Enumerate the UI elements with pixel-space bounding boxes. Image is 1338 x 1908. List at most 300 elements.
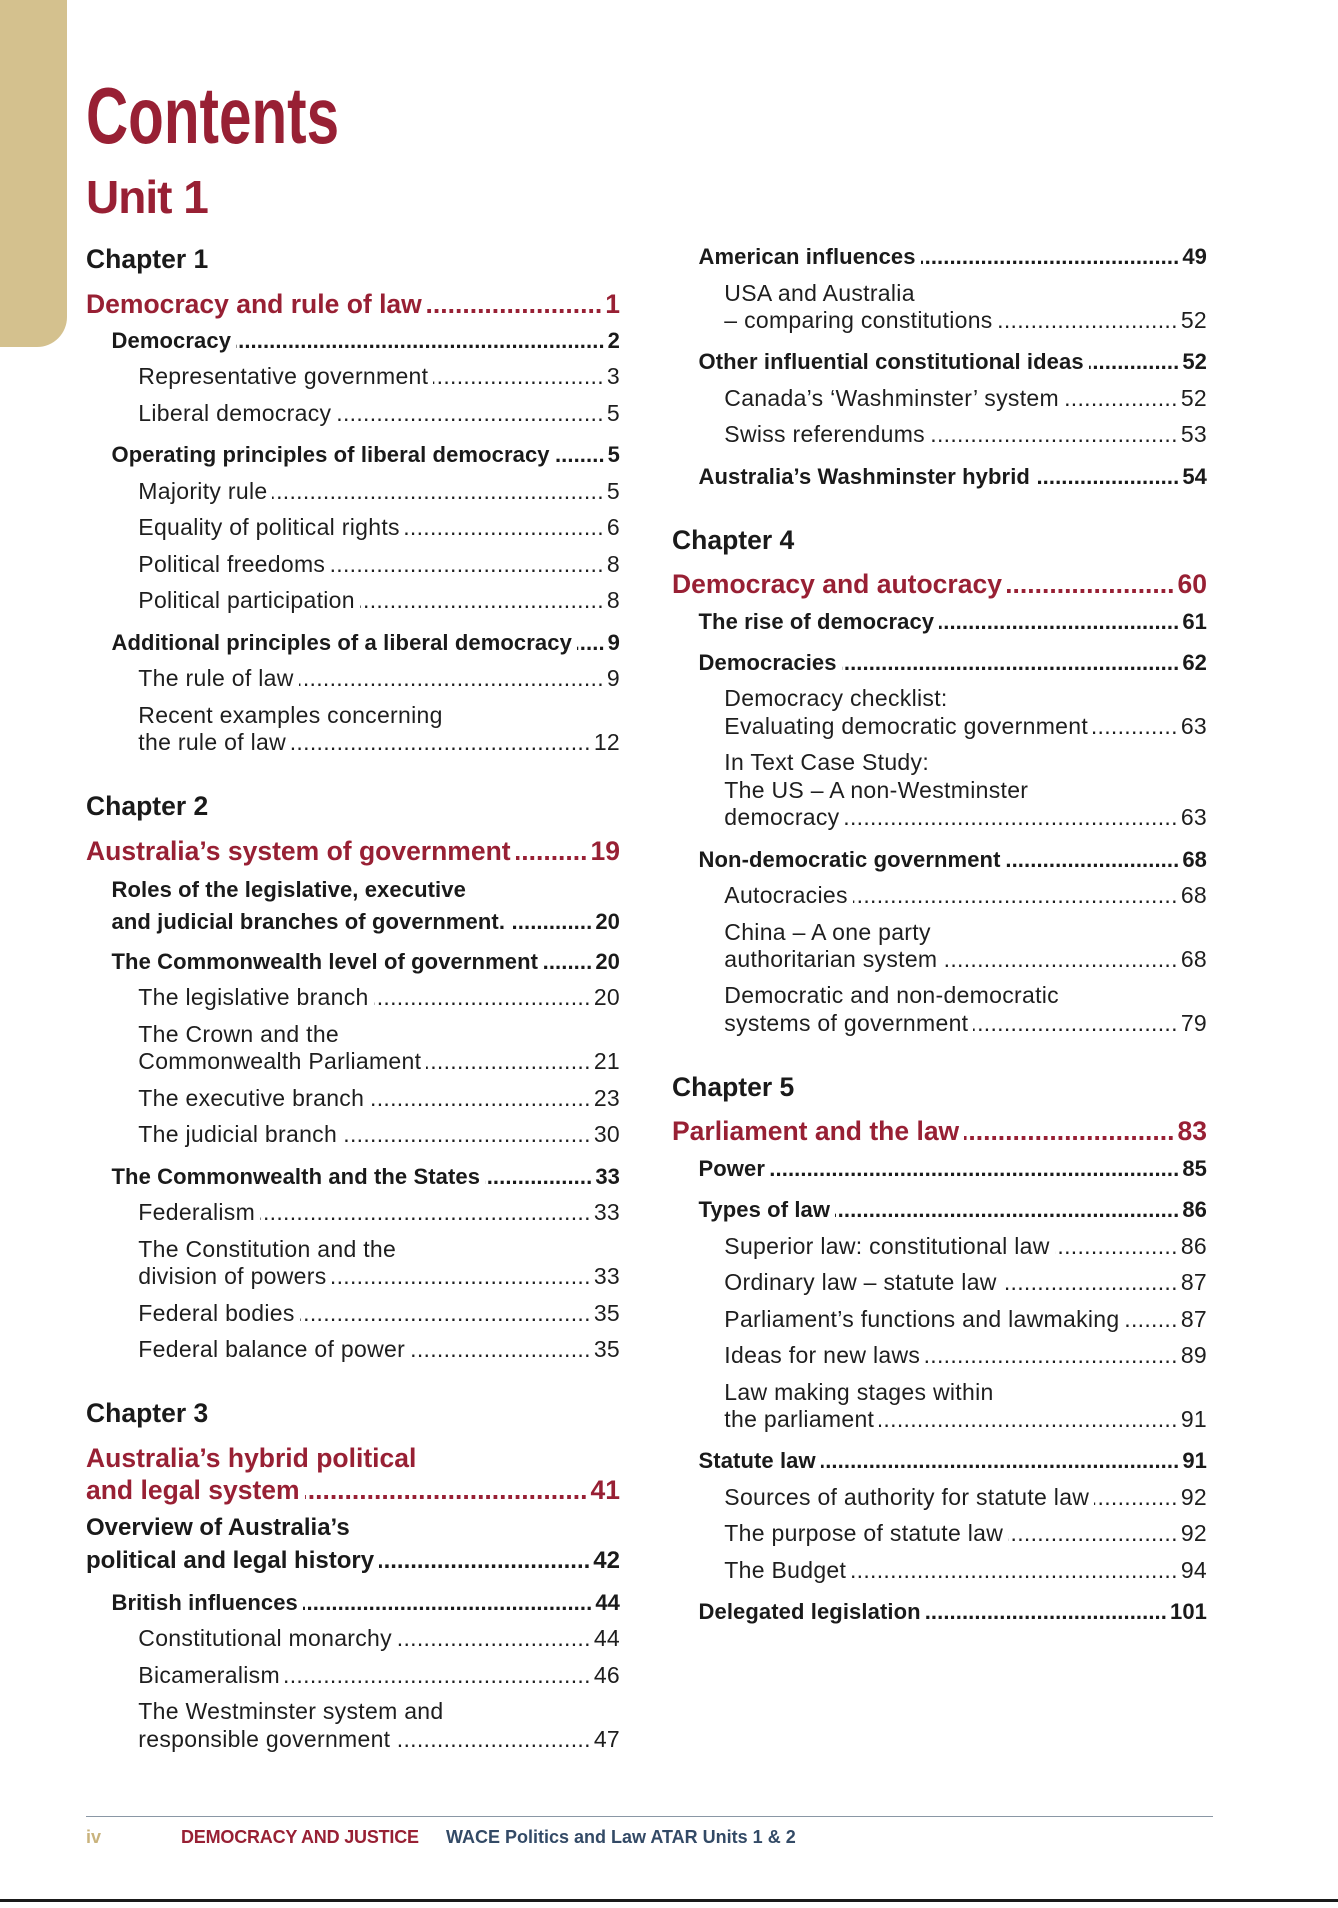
toc-entry-row <box>724 946 1207 973</box>
toc-entry-row <box>138 587 620 614</box>
toc-entry-row <box>724 882 1207 909</box>
toc-subsection-entry <box>86 1199 620 1226</box>
toc-entry-row <box>724 804 1207 831</box>
toc-entry-text: The rise of democracy <box>698 608 935 634</box>
toc-entry-row <box>138 665 620 692</box>
toc-entry-row <box>699 649 1208 676</box>
leader-dots <box>510 906 592 938</box>
toc-chapter-title <box>672 568 1207 601</box>
leader-dots <box>1002 1269 1178 1296</box>
toc-page-number: 91 <box>1182 1448 1207 1474</box>
toc-page-number: 33 <box>593 1263 620 1289</box>
toc-section-entry <box>86 441 620 468</box>
toc-subsection-entry <box>86 551 620 578</box>
toc-entry-text: and judicial branches of government. <box>111 908 506 934</box>
toc-entry-text: The judicial branch <box>138 1121 338 1148</box>
leader-dots <box>1007 568 1175 601</box>
toc-section-entry <box>86 874 620 938</box>
toc-subsection-entry <box>86 1300 620 1327</box>
toc-entry-text: Democracy and rule of law <box>86 288 422 319</box>
toc-entry-row <box>724 1269 1207 1296</box>
toc-page-number: 68 <box>1180 882 1207 909</box>
leader-dots <box>926 1598 1167 1625</box>
toc-entry-row <box>699 463 1208 490</box>
toc-page-number: 87 <box>1180 1305 1207 1332</box>
leader-dots <box>427 288 602 321</box>
leader-dots <box>1055 1233 1178 1260</box>
toc-subsection-entry <box>672 385 1207 412</box>
toc-page-number: 41 <box>590 1475 620 1506</box>
leader-dots <box>1094 1484 1178 1511</box>
leader-dots <box>374 984 591 1011</box>
leader-dots <box>342 1121 591 1148</box>
toc-entry-text: Sources of authority for statute law <box>724 1483 1090 1510</box>
toc-entry-text: responsible government <box>138 1725 391 1752</box>
toc-entry-text: Majority rule <box>138 477 268 504</box>
footer-book-title: DEMOCRACY AND JUSTICE <box>181 1827 419 1847</box>
leader-dots <box>410 1336 591 1363</box>
toc-entry-text: The Budget <box>724 1556 847 1583</box>
toc-entry-row <box>724 1484 1207 1511</box>
toc-entry-text: political and legal history <box>86 1546 375 1574</box>
toc-page-number: 68 <box>1182 846 1207 872</box>
toc-entry-row <box>724 1306 1207 1333</box>
toc-page-number: 63 <box>1180 712 1207 739</box>
toc-entry-row <box>138 551 620 578</box>
toc-entry-row <box>699 1598 1208 1625</box>
toc-subsection-entry <box>86 587 620 614</box>
leader-dots <box>485 1163 592 1190</box>
toc-entry-text: Bicameralism <box>138 1661 280 1688</box>
toc-section-entry <box>672 1447 1207 1474</box>
toc-entry-row <box>724 307 1207 334</box>
toc-subsection-entry <box>86 1121 620 1148</box>
toc-page-number: 2 <box>607 327 620 353</box>
leader-dots <box>1006 846 1180 873</box>
toc-subsection-entry <box>86 363 620 390</box>
toc-section-entry <box>672 649 1207 676</box>
toc-page-number: 1 <box>605 288 620 319</box>
toc-subsection-entry <box>672 280 1207 335</box>
toc-entry-text: and legal system <box>86 1475 300 1506</box>
toc-entry-text: Recent examples concerning <box>138 701 443 728</box>
toc-page-number: 92 <box>1180 1483 1207 1510</box>
toc-entry-text: Liberal democracy <box>138 399 332 426</box>
footer-rule <box>86 1816 1213 1817</box>
toc-entry-text: authoritarian system <box>724 945 938 972</box>
toc-entry-text: Autocracies <box>724 882 848 909</box>
toc-entry-row <box>86 288 620 321</box>
toc-section-entry <box>672 846 1207 873</box>
toc-subsection-entry <box>672 421 1207 448</box>
leader-dots <box>299 665 604 692</box>
toc-entry-row <box>699 1196 1208 1223</box>
toc-entry-row <box>138 1121 620 1148</box>
toc-page-number: 92 <box>1180 1520 1207 1547</box>
toc-entry-row <box>699 1155 1208 1182</box>
toc-entry-row <box>724 713 1207 740</box>
toc-page-number: 9 <box>607 629 620 655</box>
toc-subsection-entry <box>86 1236 620 1291</box>
toc-subsection-entry <box>86 514 620 541</box>
toc-page-number: 5 <box>606 477 620 504</box>
toc-page-number: 83 <box>1177 1116 1207 1147</box>
toc-entry-text: Canada’s ‘Washminster’ system <box>724 384 1059 411</box>
toc-entry-text: Delegated legislation <box>698 1599 921 1625</box>
toc-page-number: 35 <box>593 1336 620 1362</box>
toc-entry-row <box>672 568 1207 601</box>
toc-entry-row <box>138 1300 620 1327</box>
toc-chapter-label: Chapter 4 <box>672 524 795 555</box>
toc-entry-text: China – A one party <box>724 918 931 945</box>
toc-subsection-entry <box>672 882 1207 909</box>
toc-entry-row <box>138 1726 620 1753</box>
toc-entry-text: Overview of Australia’s <box>86 1514 350 1542</box>
toc-entry-row <box>112 441 621 468</box>
toc-entry-text: The executive branch <box>138 1084 365 1111</box>
leader-dots <box>291 729 591 756</box>
toc-entry-text: Political freedoms <box>138 550 326 577</box>
toc-page-number: 20 <box>595 908 620 934</box>
leader-dots <box>369 1085 591 1112</box>
toc-entry-row <box>138 1085 620 1112</box>
toc-entry-text: democracy <box>724 804 840 831</box>
toc-entry-row <box>112 906 621 938</box>
toc-page-number: 8 <box>606 550 620 577</box>
bottom-edge-line <box>0 1899 1338 1902</box>
leader-dots <box>853 882 1178 909</box>
toc-page-number: 52 <box>1182 349 1207 375</box>
toc-entry-row <box>699 1447 1208 1474</box>
toc-chapter-label: Chapter 2 <box>86 791 209 821</box>
leader-dots <box>821 1447 1180 1474</box>
footer-series-title: WACE Politics and Law ATAR Units 1 & 2 <box>446 1827 796 1847</box>
toc-entry-text: Roles of the legislative, executive <box>111 876 466 902</box>
toc-page-number: 94 <box>1180 1556 1207 1583</box>
toc-entry-row <box>112 629 621 656</box>
toc-entry-row <box>86 1545 620 1578</box>
leader-dots <box>942 946 1177 973</box>
toc-page-number: 53 <box>1180 421 1207 448</box>
toc-section-entry <box>86 629 620 656</box>
toc-entry-text: The Constitution and the <box>138 1235 397 1262</box>
toc-page-number: 86 <box>1180 1232 1207 1259</box>
leader-dots <box>516 835 588 868</box>
leader-dots <box>1089 348 1180 375</box>
toc-entry-text: Power <box>698 1155 766 1181</box>
toc-entry-text: Parliament’s functions and lawmaking <box>724 1305 1120 1332</box>
toc-section-entry <box>86 1589 620 1616</box>
toc-page-number: 20 <box>593 984 620 1011</box>
toc-page-number: 33 <box>593 1199 620 1226</box>
toc-subsection-entry <box>672 1306 1207 1333</box>
toc-chapter-title <box>672 1115 1207 1148</box>
toc-entry-row <box>724 421 1207 448</box>
leader-dots <box>1008 1520 1178 1547</box>
toc-entry-row <box>138 1199 620 1226</box>
toc-entry-text: Democracy checklist: <box>724 685 948 712</box>
toc-entry-row <box>724 1010 1207 1037</box>
toc-entry-text: the rule of law <box>138 729 286 755</box>
toc-page-number: 87 <box>1180 1269 1207 1296</box>
toc-overview-entry <box>86 1512 620 1578</box>
toc-entry-text: Australia’s system of government <box>86 835 511 866</box>
toc-entry-text: Federal bodies <box>138 1299 295 1326</box>
toc-subsection-entry <box>672 1520 1207 1547</box>
leader-dots <box>305 1474 588 1507</box>
toc-subsection-entry <box>672 919 1207 974</box>
toc-entry-row <box>138 1625 620 1652</box>
toc-page-number: 44 <box>595 1589 620 1615</box>
leader-dots <box>1064 385 1178 412</box>
toc-page-number: 68 <box>1180 945 1207 972</box>
toc-entry-text: Ideas for new laws <box>724 1342 921 1369</box>
toc-page-number: 62 <box>1182 649 1207 675</box>
toc-entry-text: Democracy and autocracy <box>672 569 1002 600</box>
toc-subsection-entry <box>86 665 620 692</box>
toc-entry-text: Other influential constitutional ideas <box>698 349 1084 375</box>
toc-chapter-title <box>86 835 620 868</box>
toc-page-number: 54 <box>1182 463 1207 489</box>
toc-page-number: 79 <box>1180 1009 1207 1036</box>
toc-subsection-entry <box>672 982 1207 1037</box>
toc-entry-text: British influences <box>111 1589 298 1615</box>
toc-entry-row <box>112 1589 621 1616</box>
leader-dots <box>964 1115 1174 1148</box>
toc-page-number: 33 <box>595 1163 620 1189</box>
toc-page-number: 21 <box>593 1048 620 1075</box>
toc-entry-text: Australia’s Washminster hybrid <box>698 463 1030 489</box>
footer-page-number: iv <box>86 1827 102 1847</box>
toc-page-number: 30 <box>593 1121 620 1148</box>
toc-entry-row <box>112 948 621 975</box>
toc-subsection-entry <box>672 685 1207 740</box>
toc-entry-row <box>699 348 1208 375</box>
toc-entry-text: division of powers <box>138 1263 327 1289</box>
leader-dots <box>1093 713 1178 740</box>
toc-subsection-entry <box>672 1342 1207 1369</box>
toc-entry-text: Democracies <box>698 649 837 675</box>
leader-dots <box>844 804 1177 831</box>
toc-entry-text: Non-democratic government <box>698 846 1001 872</box>
toc-entry-text: The legislative branch <box>138 984 369 1011</box>
toc-entry-text: Political participation <box>138 587 355 614</box>
leader-dots <box>851 1557 1178 1584</box>
leader-dots <box>1124 1306 1177 1333</box>
toc-entry-text: Democracy <box>111 327 232 353</box>
toc-entry-text: The rule of law <box>138 665 294 692</box>
leader-dots <box>1035 463 1179 490</box>
toc-entry-text: systems of government <box>724 1009 969 1036</box>
toc-section-entry <box>672 1155 1207 1182</box>
toc-entry-row <box>138 514 620 541</box>
toc-entry-text: Federalism <box>138 1199 256 1226</box>
toc-subsection-entry <box>86 984 620 1011</box>
toc-section-entry <box>672 1598 1207 1625</box>
toc-subsection-entry <box>672 1484 1207 1511</box>
toc-subsection-entry <box>86 1085 620 1112</box>
leader-dots <box>303 1589 592 1616</box>
leader-dots <box>555 441 605 468</box>
toc-entry-row <box>724 1557 1207 1584</box>
toc-page-number: 52 <box>1180 306 1207 333</box>
toc-page-number: 101 <box>1169 1599 1207 1625</box>
toc-page-number: 89 <box>1180 1342 1207 1369</box>
leader-dots <box>835 1196 1179 1223</box>
toc-section-entry <box>672 243 1207 270</box>
toc-entry-row <box>138 1662 620 1689</box>
toc-entry-text: Federal balance of power <box>138 1336 406 1362</box>
toc-subsection-entry <box>86 1625 620 1652</box>
toc-page-number: 42 <box>593 1546 620 1574</box>
toc-chapter-label: Chapter 1 <box>86 244 209 274</box>
toc-entry-text: Evaluating democratic government <box>724 712 1089 739</box>
toc-entry-row <box>112 1163 621 1190</box>
toc-entry-text: Constitutional monarchy <box>138 1625 392 1652</box>
leader-dots <box>330 551 604 578</box>
toc-entry-text: The Westminster system and <box>138 1698 444 1725</box>
side-tab <box>0 0 67 347</box>
toc-page-number: 8 <box>606 587 620 614</box>
leader-dots <box>879 1406 1178 1433</box>
toc-entry-text: Types of law <box>698 1197 831 1223</box>
toc-entry-row <box>138 1263 620 1290</box>
toc-section-entry <box>672 348 1207 375</box>
toc-page-number: 52 <box>1180 384 1207 411</box>
toc-page-number: 5 <box>607 442 620 468</box>
toc-entry-text: – comparing constitutions <box>724 306 993 333</box>
leader-dots <box>236 327 605 354</box>
leader-dots <box>930 421 1178 448</box>
toc-entry-row <box>112 327 621 354</box>
toc-entry-text: Representative government <box>138 363 429 390</box>
toc-entry-row <box>724 1406 1207 1433</box>
leader-dots <box>426 1048 591 1075</box>
toc-entry-row <box>724 385 1207 412</box>
toc-chapter-label: Chapter 3 <box>86 1398 209 1428</box>
toc-entry-text: The Commonwealth level of government <box>111 948 539 974</box>
toc-entry-text: the parliament <box>724 1405 875 1432</box>
leader-dots <box>336 400 604 427</box>
toc-entry-row <box>86 1474 620 1507</box>
unit-heading: Unit 1 <box>86 171 208 223</box>
toc-section-entry <box>86 1163 620 1190</box>
leader-dots <box>543 948 592 975</box>
toc-entry-text: The US – A non-Westminster <box>724 776 1029 803</box>
toc-entry-row <box>138 729 620 756</box>
toc-subsection-entry <box>86 478 620 505</box>
toc-page-number: 19 <box>590 835 620 866</box>
toc-section-entry <box>86 327 620 354</box>
toc-page-number: 86 <box>1182 1197 1207 1223</box>
leader-dots <box>998 307 1178 334</box>
toc-entry-row <box>672 1115 1207 1148</box>
toc-page-number: 6 <box>606 514 620 541</box>
toc-subsection-entry <box>86 1336 620 1363</box>
toc-page-number: 91 <box>1180 1405 1207 1432</box>
toc-entry-text: Operating principles of liberal democracy <box>111 442 550 468</box>
toc-entry-row <box>724 1520 1207 1547</box>
leader-dots <box>939 608 1179 635</box>
toc-page-number: 60 <box>1177 569 1207 600</box>
toc-entry-row <box>138 984 620 1011</box>
toc-section-entry <box>86 948 620 975</box>
toc-subsection-entry <box>86 400 620 427</box>
toc-chapter-title <box>86 288 620 321</box>
toc-entry-text: American influences <box>698 244 916 269</box>
leader-dots <box>379 1545 590 1578</box>
toc-entry-row <box>699 243 1208 270</box>
toc-subsection-entry <box>672 1269 1207 1296</box>
toc-page-number: 61 <box>1182 608 1207 634</box>
toc-subsection-entry <box>672 1233 1207 1260</box>
toc-entry-row <box>699 608 1208 635</box>
toc-page-number: 47 <box>593 1725 620 1752</box>
toc-page-number: 35 <box>593 1299 620 1326</box>
toc-entry-row <box>724 1342 1207 1369</box>
toc-entry-text: Democratic and non-democratic <box>724 982 1059 1009</box>
leader-dots <box>921 243 1180 270</box>
toc-left-column <box>86 243 620 1753</box>
toc-page-number: 9 <box>606 665 620 692</box>
leader-dots <box>770 1155 1179 1182</box>
toc-entry-text: Parliament and the law <box>672 1116 960 1147</box>
toc-page-number: 85 <box>1182 1155 1207 1181</box>
toc-entry-text: Superior law: constitutional law <box>724 1232 1050 1259</box>
toc-entry-text: Australia’s hybrid political <box>86 1442 417 1473</box>
toc-entry-row <box>699 846 1208 873</box>
toc-entry-row <box>138 363 620 390</box>
toc-entry-row <box>138 400 620 427</box>
toc-subsection-entry <box>86 1662 620 1689</box>
toc-section-entry <box>672 1196 1207 1223</box>
toc-entry-text: USA and Australia <box>724 279 915 306</box>
leader-dots <box>405 514 604 541</box>
toc-page-number: 3 <box>606 363 620 390</box>
toc-subsection-entry <box>86 1021 620 1076</box>
toc-chapter-title <box>86 1442 620 1508</box>
toc-entry-text: Law making stages within <box>724 1378 994 1405</box>
toc-subsection-entry <box>86 1698 620 1753</box>
leader-dots <box>433 363 604 390</box>
toc-subsection-entry <box>86 702 620 757</box>
toc-entry-text: The Crown and the <box>138 1020 340 1047</box>
toc-entry-text: Swiss referendums <box>724 421 925 448</box>
toc-section-entry <box>672 463 1207 490</box>
toc-entry-row <box>138 1048 620 1075</box>
toc-entry-text: The purpose of statute law <box>724 1520 1004 1547</box>
toc-page-number: 12 <box>593 729 620 755</box>
toc-entry-text: The Commonwealth and the States <box>111 1163 481 1189</box>
toc-entry-row <box>138 478 620 505</box>
toc-right-column <box>672 243 1207 1626</box>
toc-chapter-label: Chapter 5 <box>672 1071 795 1102</box>
leader-dots <box>973 1010 1177 1037</box>
leader-dots <box>272 478 603 505</box>
toc-subsection-entry <box>672 749 1207 831</box>
leader-dots <box>260 1199 591 1226</box>
leader-dots <box>300 1300 591 1327</box>
toc-entry-text: Equality of political rights <box>138 514 400 541</box>
toc-entry-text: In Text Case Study: <box>724 749 930 776</box>
toc-page-number: 44 <box>593 1625 620 1652</box>
leader-dots <box>285 1662 591 1689</box>
toc-entry-row <box>86 835 620 868</box>
toc-page-number: 5 <box>606 399 620 426</box>
leader-dots <box>395 1726 590 1753</box>
leader-dots <box>360 587 604 614</box>
toc-page-number: 20 <box>595 948 620 974</box>
